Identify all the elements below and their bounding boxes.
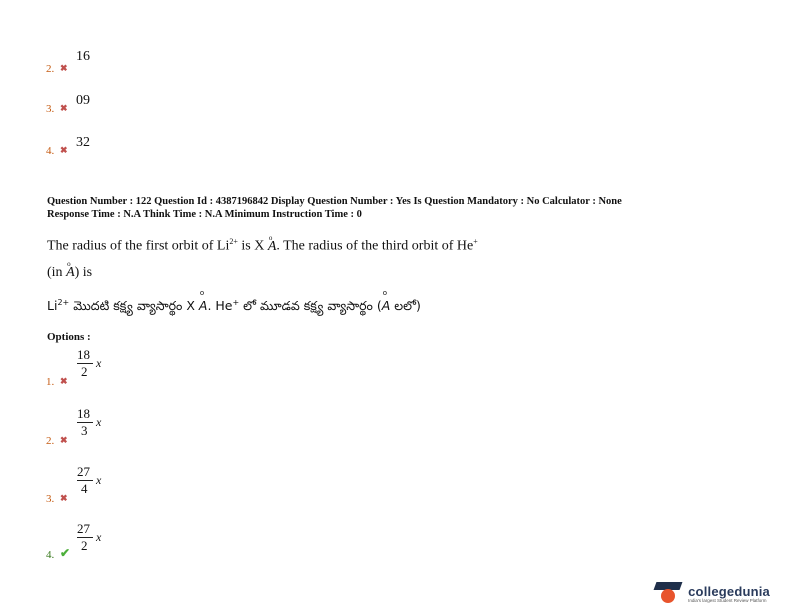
cross-icon: ✖ [60,493,68,503]
logo-name: collegedunia [688,583,770,599]
fraction-denominator: 4 [81,481,88,496]
fraction-numerator: 27 [77,464,90,479]
cross-icon: ✖ [60,376,68,386]
option-number: 3. [46,103,55,115]
question-meta [47,195,767,221]
option-2 [46,407,146,452]
question-text-telugu: $Li^{2+}$ మొదటి కక్ష్య వ్యాసార్థం X o A. He+ లో మూడవ కక్ష్య వ్యాసార్థం (o A లలో) [47,298,767,317]
option-number: 2. [46,435,55,447]
meta-line-2: Response Time : N.A Think Time : N.A Minimum Instruction Time : 0 [47,209,362,220]
fraction [77,347,102,379]
option-number: 2. [46,63,55,75]
cross-icon: ✖ [60,103,68,113]
angstrom-symbol: o A [66,264,75,282]
fraction-numerator: 27 [77,521,90,536]
option-4 [46,522,146,567]
options-label: Options : [47,331,91,343]
collegedunia-logo [653,582,770,604]
option-1 [46,348,146,393]
fraction-denominator: 2 [81,538,88,553]
fraction-numerator: 18 [77,347,90,362]
graduation-cap-icon [653,582,683,604]
option-number: 4. [46,549,55,561]
fraction-numerator: 18 [77,406,90,421]
cross-icon: ✖ [60,145,68,155]
checkmark-icon: ✔ [60,546,71,560]
option-value: 09 [76,93,90,108]
angstrom-symbol: o A [268,238,277,256]
option-value: 32 [76,135,90,150]
angstrom-symbol: o A [199,298,208,313]
logo-tagline: India's largest Student Review Platform [688,597,767,603]
fraction [77,406,102,438]
fraction [77,464,102,496]
cross-icon: ✖ [60,435,68,445]
option-number: 1. [46,376,55,388]
fraction-denominator: 2 [81,364,88,379]
variable-x: x [96,356,102,370]
fraction-denominator: 3 [81,423,88,438]
meta-line-1: Question Number : 122 Question Id : 4387196842 Display Question Number : Yes Is Question Mandatory : No Calculator : None [47,196,622,207]
option-value: 16 [76,49,90,64]
option-number: 3. [46,493,55,505]
question-text-english: The radius of the first orbit of $Li^{2+}$ is X o A. The radius of the third orbit of He+ (in o A) is [47,233,767,282]
variable-x: x [96,473,102,487]
angstrom-symbol: o A [382,298,391,313]
option-number: 4. [46,145,55,157]
cross-icon: ✖ [60,63,68,73]
variable-x: x [96,530,102,544]
fraction [77,521,102,553]
variable-x: x [96,415,102,429]
option-3 [46,465,146,510]
